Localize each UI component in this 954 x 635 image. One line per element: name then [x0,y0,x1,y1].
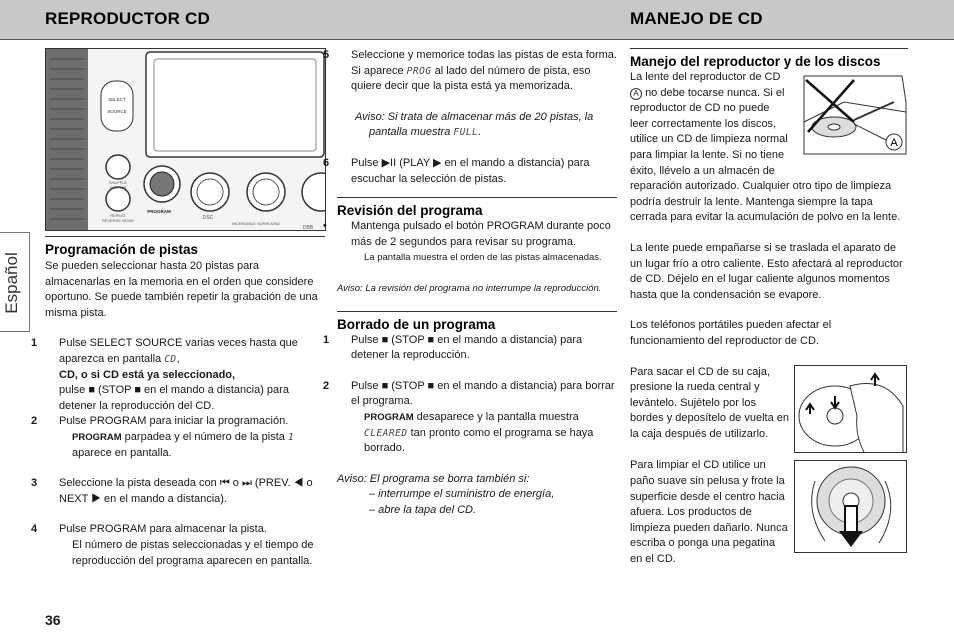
programming-step-1: 1 Pulse SELECT SOURCE varias veces hasta que aparezca en pantalla CD, [31,337,298,365]
clean-cd-text: Para limpiar el CD utilice un paño suave sin pelusa y frote la superficie desde el centro hacia afuera. Los productos de limpieza pueden dañarlo. Nunca escriba o ponga una pegatina en el CD. [630,459,788,566]
review-title: Revisión del programa [337,197,617,219]
side-ab-label: SIDE A/B [109,185,127,190]
column-program-review [323,48,617,518]
cd-removal-drawing [795,366,907,453]
cd-removal-illustration [794,365,907,453]
section-title-cd-handling: MANEJO DE CD [630,9,763,28]
programming-step-1-cont: pulse ■ (STOP ■ en el mando a distancia) para detener la reproducción del CD. [59,384,289,412]
dbb-label: DBB [302,225,314,231]
incredible-surround-label: INCREDIBLE SURROUND [231,221,281,226]
programming-intro: Se pueden seleccionar hasta 20 pistas para almacenarlas en la memoria en el orden que considere oportuno. Se puede también repetir la grabación de una misma pista. [45,260,318,319]
aviso-clear-b: – abre la tapa del CD. [369,503,477,516]
delete-step-1: 1 Pulse ■ (STOP ■ en el mando a distancia) para detener la reproducción. [323,333,583,362]
programming-step-5: 5 Seleccione y memorice todas las pistas de esta forma. Si aparece PROG al lado del número de pista, eso quiere decir que la pista está ya memorizada. [323,49,617,93]
shuffle-label: SHUFFLE [108,180,128,185]
programming-step-3: 3 Seleccione la pista deseada con ⏮ o ⏭ (PREV. ◀ o NEXT ▶ en el mando a distancia). [31,477,313,505]
select-label: SELECT [108,97,126,102]
delete-step-2: 2 Pulse ■ (STOP ■ en el mando a distancia) para borrar el programa. [323,379,615,408]
program-label: PROGRAM [147,209,171,214]
delete-step-2-detail: PROGRAM desaparece y la pantalla muestra CLEARED tan pronto como el programa se haya borrado. [364,410,594,455]
review-aviso: Aviso: La revisión del programa no interrumpe la reproducción. [337,282,602,294]
device-panel-illustration [45,48,326,231]
handling-title: Manejo del reproductor y de los discos [630,48,908,70]
diagram-a-label: A [890,137,898,149]
phones-text: Los teléfonos portátiles pueden afectar el funcionamiento del reproductor de CD. [630,319,832,347]
programming-step-4: 4 Pulse PROGRAM para almacenar la pista. [31,523,267,536]
review-bullet: • Mantenga pulsado el botón PROGRAM durante poco más de 2 segundos para revisar su programa. [323,220,611,248]
device-panel-drawing [46,49,326,231]
aviso-clear-a: – interrumpe el suministro de energía, [369,488,555,501]
lens-illustration [794,72,908,160]
reverse-mode-label: REVERSE MODE [101,218,135,223]
programming-title: Programación de pistas [45,236,325,258]
repeat-label: REPEAT [110,213,126,218]
review-detail: La pantalla muestra el orden de las pistas almacenadas. [364,252,602,264]
aviso-full: Aviso: Si trata de almacenar más de 20 pistas, la pantalla muestra FULL. [355,110,594,139]
lens-marker: A [630,88,642,100]
remove-cd-text: Para sacar el CD de su caja, presione la rueda central y levántelo. Sujételo por los bordes y deposítelo de vuelta en la caja después de utilizarlo. [630,365,790,440]
programming-step-1-condition: CD, o si CD está ya seleccionado, [59,368,236,381]
section-title-cd-player: REPRODUCTOR CD [45,9,210,28]
programming-step-6: 6 Pulse ▶II (PLAY ▶ en el mando a distancia) para escuchar la selección de pistas. [323,156,590,185]
aviso-clear: Aviso: El programa se borra también si: [337,472,530,485]
dsc-label: DSC [202,215,214,221]
source-label: SOURCE [107,109,127,114]
language-tab-label: Español [2,252,21,314]
page-number: 36 [45,612,61,628]
column-programming [31,236,325,569]
lens-text: La lente del reproductor de CD A no debe tocarse nunca. Si el reproductor de CD no puede leer correctamente los discos, utilice un CD de limpieza normal para limpiar la lente. Si no tiene éxito, llévelo a un almacén de [630,71,788,177]
language-tab [0,232,30,332]
delete-title: Borrado de un programa [337,311,617,333]
lens-text-cont: reparación autorizado. Cualquier otro tipo de limpieza podría destruir la lente. Mantenga siempre la tapa cerrada para evitar la acumulación de polvo en la lente. [630,180,901,224]
cd-cleaning-drawing [795,461,907,553]
fog-text: La lente puede empañarse si se traslada el aparato de un lugar frío a otro caliente. Esto afectará al reproductor de CD. Déjelo en el lugar caliente algunos momentos hasta que la condensación se evapore. [630,241,903,301]
programming-step-4-detail: El número de pistas seleccionadas y el tiempo de reproducción del programa aparecen en pantalla. [72,538,314,567]
lens-drawing [794,72,908,160]
programming-step-2: 2 Pulse PROGRAM para iniciar la programación. [31,415,289,428]
cd-cleaning-illustration [794,460,907,553]
programming-step-2-detail: PROGRAM parpadea y el número de la pista 1 aparece en pantalla. [72,430,295,459]
